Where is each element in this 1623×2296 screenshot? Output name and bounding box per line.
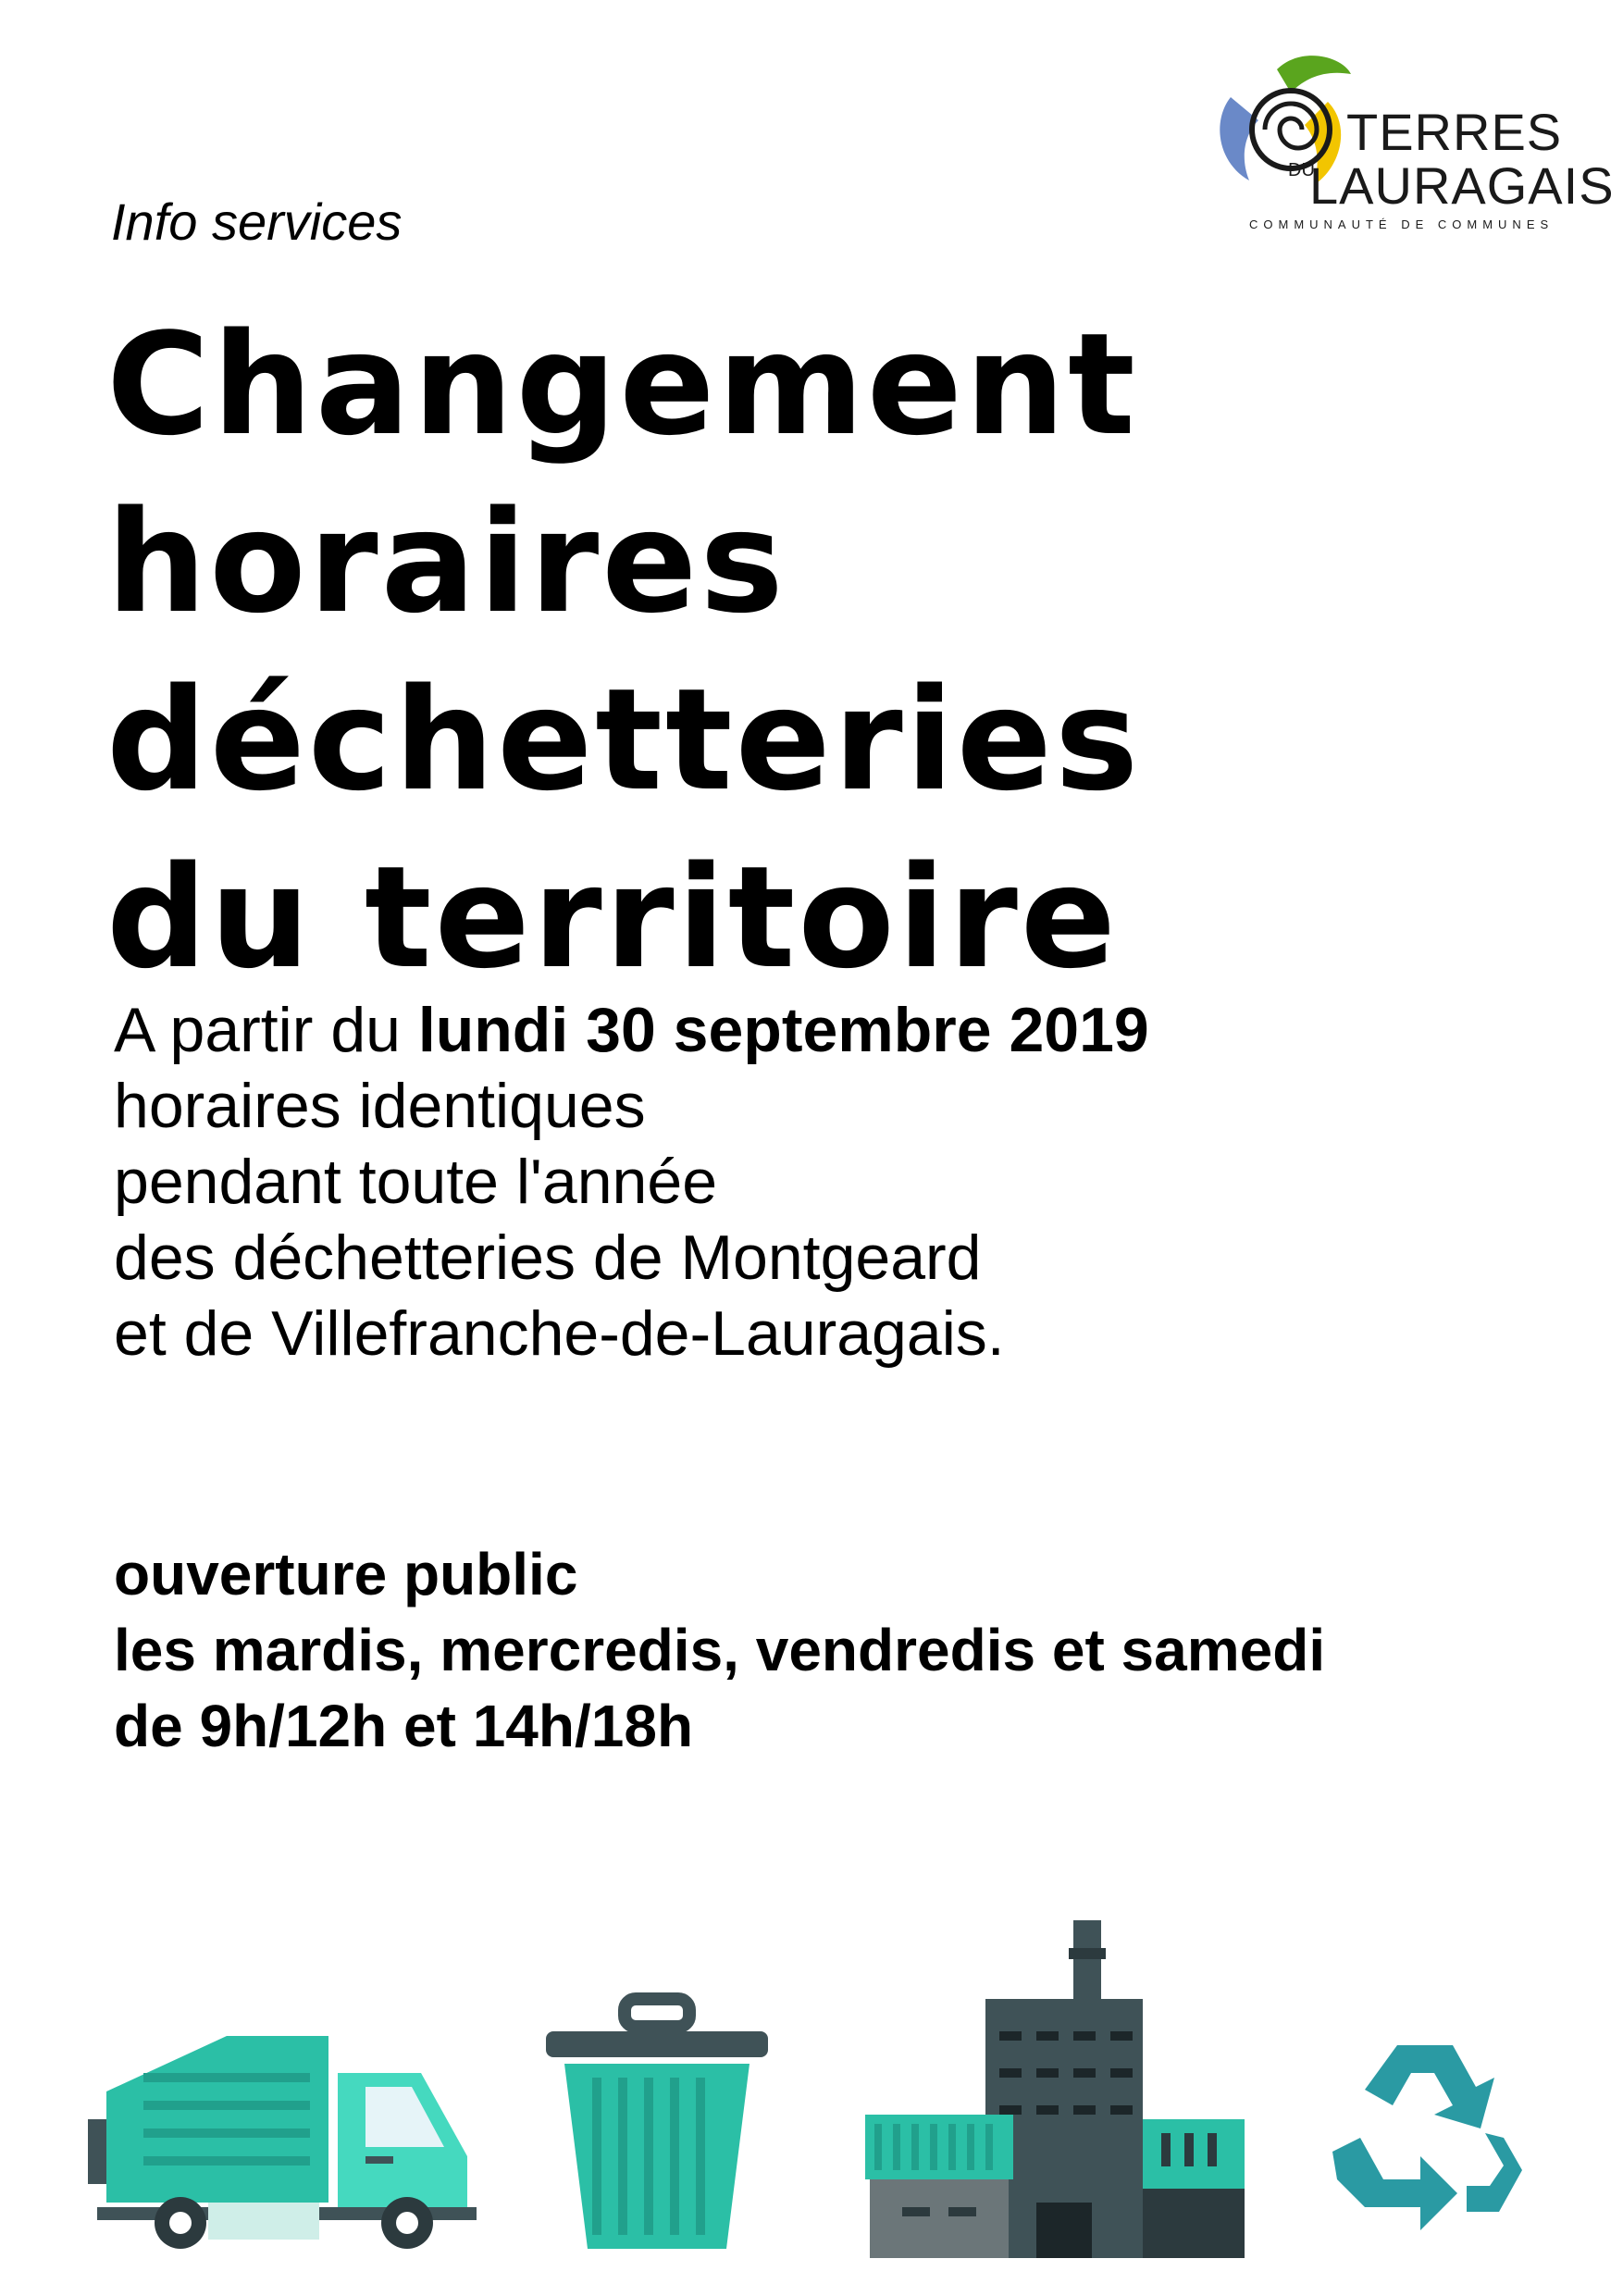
logo-word-du: DU [1288, 160, 1315, 180]
brand-logo [1212, 51, 1615, 236]
start-date: lundi 30 septembre 2019 [417, 995, 1149, 1065]
headline-line-3: déchetteries [106, 658, 1142, 822]
hours-line-1: ouverture public [114, 1541, 578, 1607]
hours-line-2: les mardis, mercredis, vendredis et samedi [114, 1617, 1326, 1683]
recycling-plant-icon [865, 1920, 1254, 2258]
garbage-truck-icon [88, 2017, 486, 2249]
headline-line-1: Changement [106, 303, 1138, 466]
headline [106, 296, 1141, 1007]
kicker-info-services: Info services [111, 192, 403, 251]
recycle-icon [1319, 2027, 1531, 2240]
intro-line-2: horaires identiques [114, 1071, 646, 1141]
logo-word-terres: TERRES [1346, 103, 1563, 161]
intro-line-3: pendant toute l'année [114, 1147, 718, 1217]
opening-hours [114, 1536, 1325, 1764]
intro-line-1 [114, 992, 1149, 1068]
logo-word-lauragais: LAURAGAIS [1309, 156, 1615, 215]
intro-paragraph [114, 992, 1149, 1371]
intro-line-4: des déchetteries de Montgeard [114, 1222, 982, 1293]
trash-bin-icon [546, 1990, 768, 2258]
headline-line-4: du territoire [106, 836, 1119, 999]
intro-line-5: et de Villefranche-de-Lauragais. [114, 1298, 1005, 1369]
headline-line-2: horaires [106, 480, 787, 644]
intro-prefix: A partir du [114, 995, 418, 1065]
hours-line-3: de 9h/12h et 14h/18h [114, 1693, 694, 1759]
logo-subtitle: COMMUNAUTÉ DE COMMUNES [1249, 217, 1555, 231]
